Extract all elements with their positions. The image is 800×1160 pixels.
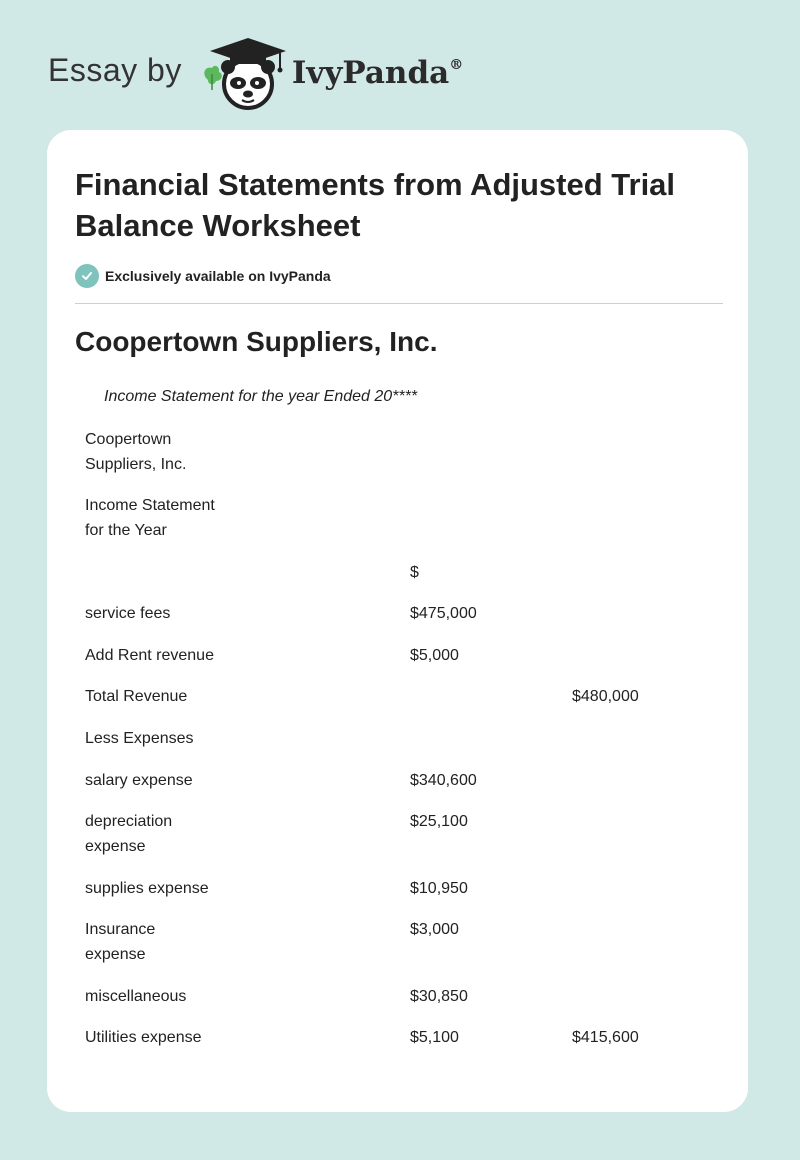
row-amount: $30,850 [410, 988, 468, 1005]
essay-card [47, 130, 748, 1112]
ivypanda-brand-name [292, 55, 463, 91]
row-label-line: depreciation [85, 813, 173, 830]
row-label: Less Expenses [85, 730, 194, 747]
row-label: supplies expense [85, 880, 209, 897]
row-amount: $10,950 [410, 880, 468, 897]
panda-logo-icon [200, 34, 290, 114]
row-amount: $25,100 [410, 813, 468, 830]
row-label-line: Income Statement [85, 497, 215, 514]
exclusive-badge [75, 264, 331, 288]
row-label: miscellaneous [85, 988, 187, 1005]
row-label [85, 427, 186, 477]
row-label-line: expense [85, 838, 146, 855]
row-label-line: for the Year [85, 522, 167, 539]
registered-mark: ® [449, 57, 464, 73]
row-total: $480,000 [572, 688, 639, 705]
row-label-line: expense [85, 946, 146, 963]
checkmark-glyph [80, 269, 94, 283]
row-label [85, 493, 215, 543]
row-amount: $475,000 [410, 605, 477, 622]
brand-header [48, 34, 463, 114]
row-total: $415,600 [572, 1029, 639, 1046]
row-label: salary expense [85, 772, 193, 789]
statement-caption: Income Statement for the year Ended 20**** [104, 388, 418, 405]
title-divider [75, 303, 723, 304]
row-amount: $340,600 [410, 772, 477, 789]
row-amount: $5,100 [410, 1029, 459, 1046]
row-label [85, 809, 172, 859]
company-heading: Coopertown Suppliers, Inc. [75, 326, 438, 357]
row-label: service fees [85, 605, 171, 622]
essay-title: Financial Statements from Adjusted Trial Balance Worksheet [75, 167, 676, 243]
exclusive-label: Exclusively available on IvyPanda [105, 268, 331, 284]
row-label-line: Insurance [85, 921, 156, 938]
row-amount: $5,000 [410, 647, 459, 664]
row-label: Utilities expense [85, 1029, 202, 1046]
check-icon [75, 264, 99, 288]
row-label: Total Revenue [85, 688, 188, 705]
essay-by-label: Essay by [48, 51, 182, 88]
row-label-line: Suppliers, Inc. [85, 456, 187, 473]
row-label-line: Coopertown [85, 431, 172, 448]
row-amount: $3,000 [410, 921, 459, 938]
row-label [85, 917, 155, 967]
brand-name-text: IvyPanda [291, 55, 450, 91]
row-amount: $ [410, 564, 419, 581]
row-label: Add Rent revenue [85, 647, 214, 664]
